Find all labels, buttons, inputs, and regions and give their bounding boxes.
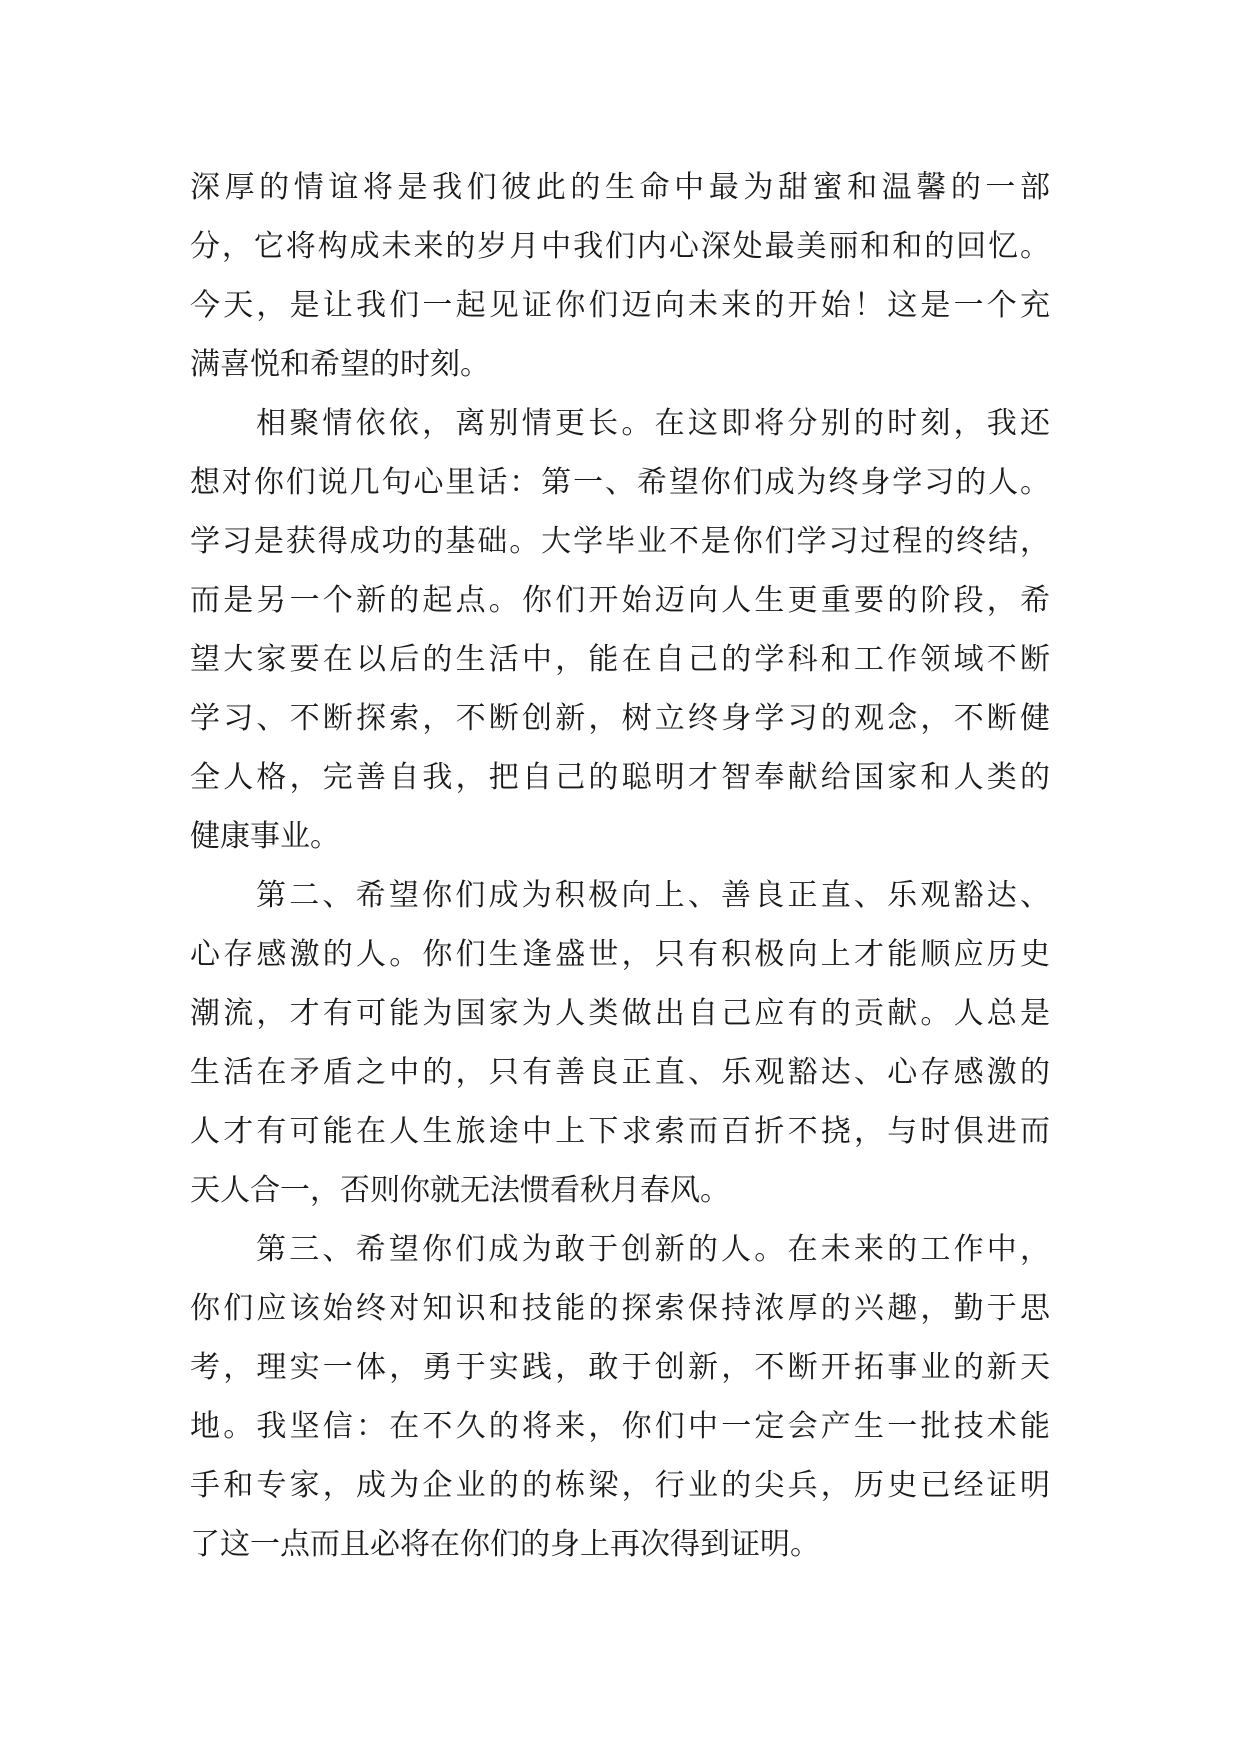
paragraph-line: 满喜悦和希望的时刻。 bbox=[190, 347, 490, 382]
paragraph-line: 今天，是让我们一起见证你们迈向未来的开始！这是一个充 bbox=[190, 288, 1050, 323]
paragraph-line: 第二、希望你们成为积极向上、善良正直、乐观豁达、 bbox=[256, 878, 1050, 913]
paragraph-line: 分，它将构成未来的岁月中我们内心深处最美丽和和的回忆。 bbox=[190, 229, 1050, 264]
paragraph-line: 地。我坚信：在不久的将来，你们中一定会产生一批技术能 bbox=[190, 1409, 1050, 1444]
paragraph-line: 潮流，才有可能为国家为人类做出自己应有的贡献。人总是 bbox=[190, 996, 1050, 1031]
paragraph-line: 相聚情依依，离别情更长。在这即将分别的时刻，我还 bbox=[256, 406, 1050, 441]
paragraph-line: 而是另一个新的起点。你们开始迈向人生更重要的阶段，希 bbox=[190, 583, 1050, 618]
paragraph-1 bbox=[190, 158, 1050, 394]
paragraph-line: 学习、不断探索，不断创新，树立终身学习的观念，不断健 bbox=[190, 701, 1050, 736]
paragraph-line: 全人格，完善自我，把自己的聪明才智奉献给国家和人类的 bbox=[190, 760, 1050, 795]
paragraph-line: 深厚的情谊将是我们彼此的生命中最为甜蜜和温馨的一部 bbox=[190, 170, 1050, 205]
paragraph-line: 你们应该始终对知识和技能的探索保持浓厚的兴趣，勤于思 bbox=[190, 1291, 1050, 1326]
paragraph-2 bbox=[190, 394, 1050, 866]
paragraph-4 bbox=[190, 1220, 1050, 1574]
paragraph-line: 第三、希望你们成为敢于创新的人。在未来的工作中， bbox=[256, 1232, 1050, 1267]
paragraph-line: 心存感激的人。你们生逢盛世，只有积极向上才能顺应历史 bbox=[190, 937, 1050, 972]
paragraph-line: 望大家要在以后的生活中，能在自己的学科和工作领域不断 bbox=[190, 642, 1050, 677]
paragraph-line: 考，理实一体，勇于实践，敢于创新，不断开拓事业的新天 bbox=[190, 1350, 1050, 1385]
paragraph-line: 手和专家，成为企业的的栋梁，行业的尖兵，历史已经证明 bbox=[190, 1468, 1050, 1503]
paragraph-line: 学习是获得成功的基础。大学毕业不是你们学习过程的终结， bbox=[190, 524, 1050, 559]
paragraph-line: 人才有可能在人生旅途中上下求索而百折不挠，与时俱进而 bbox=[190, 1114, 1050, 1149]
paragraph-line: 了这一点而且必将在你们的身上再次得到证明。 bbox=[190, 1527, 820, 1562]
paragraph-line: 天人合一，否则你就无法惯看秋月春风。 bbox=[190, 1173, 730, 1208]
paragraph-line: 生活在矛盾之中的，只有善良正直、乐观豁达、心存感激的 bbox=[190, 1055, 1050, 1090]
paragraph-3 bbox=[190, 866, 1050, 1220]
paragraph-line: 健康事业。 bbox=[190, 819, 340, 854]
document-body bbox=[190, 158, 1050, 1574]
paragraph-line: 想对你们说几句心里话：第一、希望你们成为终身学习的人。 bbox=[190, 465, 1050, 500]
